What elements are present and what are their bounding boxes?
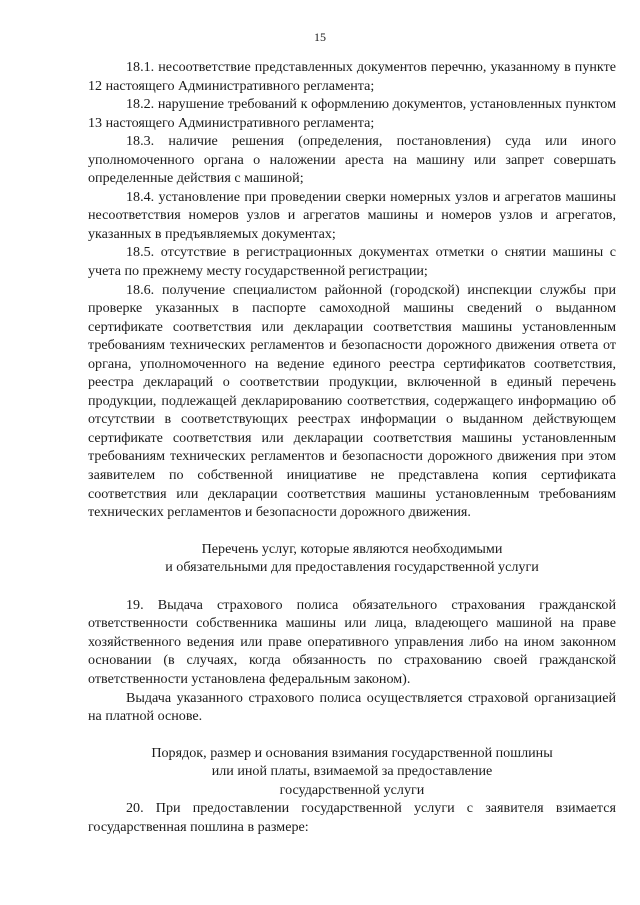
- document-body: [88, 58, 616, 836]
- paragraph-18-4: 18.4. установление при проведении сверки номерных узлов и агрегатов машины несоответствия номеров узлов и агрегатов машины и номеров узлов и агрегатов, указанных в предъявляемых документах;: [88, 188, 616, 242]
- paragraph-18-1: 18.1. несоответствие представленных документов перечню, указанному в пункте 12 настоящего Административного регламента;: [88, 59, 616, 94]
- section-heading-services-line1: Перечень услуг, которые являются необходимыми: [201, 540, 503, 557]
- section-heading-services-line2: и обязательными для предоставления государственной услуги: [165, 559, 539, 576]
- paragraph-18-5: 18.5. отсутствие в регистрационных документах отметки о снятии машины с учета по прежнему месту государственной регистрации;: [88, 244, 616, 280]
- paragraph-19-note: Выдача указанного страхового полиса осуществляется страховой организацией на платной основе.: [88, 689, 616, 725]
- paragraph-19: 19. Выдача страхового полиса обязательного страхования гражданской ответственности собственника машины или лица, владеющего машиной на праве хозяйственного ведения или праве оперативного управления либо на ином законном основании (в случаях, когда обязанность по страхованию своей гражданской ответственности установлена федеральным законом).: [88, 596, 616, 687]
- spacer: [88, 522, 616, 540]
- spacer: [88, 577, 616, 596]
- paragraph-18-6: 18.6. получение специалистом районной (городской) инспекции службы при проверке указанных в паспорте самоходной машины сведений о выданном сертификате соответствия или декларации соответствия машины установленным требованиям технических регламентов и безопасности дорожного движения ответа от органа, уполномоченного на ведение единого реестра сертификатов соответствия, реестра деклараций о соответствии продукции, включенной в единый перечень продукции, подлежащей декларированию соответствия, содержащего информацию об отсутствии в соответствующих реестрах информации о выданном действующем сертификате соответствия или декларации соответствия машины установленным требованиям технических регламентов и безопасности дорожного движения при этом заявителем по собственной инициативе не представлена копия сертификата соответствия или декларации соответствия машины установленным требованиям технических регламентов и безопасности дорожного движения.: [88, 281, 616, 521]
- section-heading-fee-line1: Порядок, размер и основания взимания государственной пошлины: [151, 744, 553, 761]
- section-heading-fee-line3: государственной услуги: [279, 781, 425, 798]
- paragraph-18-2: 18.2. нарушение требований к оформлению документов, установленных пунктом 13 настоящего Административного регламента;: [88, 96, 616, 131]
- paragraph-20: 20. При предоставлении государственной услуги с заявителя взимается государственная пошлина в размере:: [88, 800, 616, 835]
- paragraph-18-3: 18.3. наличие решения (определения, постановления) суда или иного уполномоченного органа о наложении ареста на машину или запрет совершать определенные действия с машиной;: [88, 133, 616, 187]
- spacer: [88, 726, 616, 744]
- section-heading-fee-line2: или иной платы, взимаемой за предоставление: [211, 763, 493, 780]
- page-number: 15: [314, 30, 326, 44]
